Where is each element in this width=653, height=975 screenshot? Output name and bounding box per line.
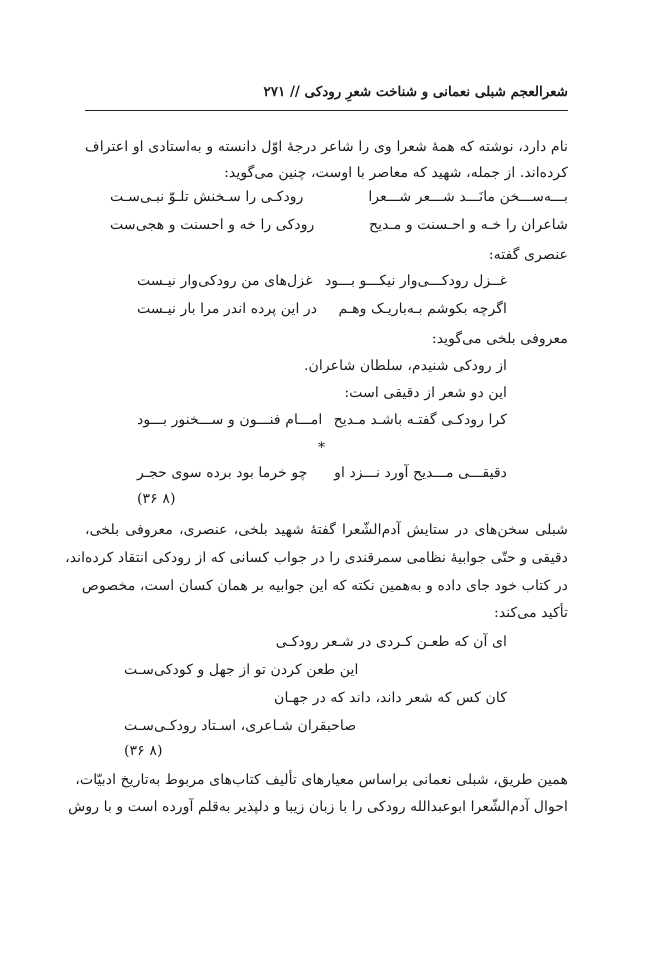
hemistich: غزل‌های من رودکی‌وار نیـست [137, 273, 313, 289]
separator-star: * [318, 440, 325, 456]
body-line: احوال آدم‌الشّعرا ابوعبدالله رودکی را با زبان زیبا و دلپذیر به‌قلم آورده است و با روش [68, 799, 568, 815]
body-line: در کتاب خود جای داده و به‌همین نکته که این جوابیه بر همان کسان است، مخصوص [81, 578, 568, 594]
poet-intro: عنصری گفته: [488, 247, 568, 263]
poet-intro: این دو شعر از دقیقی است: [344, 385, 507, 401]
hemistich: امـــام فنـــون و ســـخنور بـــود [137, 412, 323, 428]
hemistich: کرا رودکـی گفتـه باشـد مـدیح [333, 412, 507, 428]
poet-intro: معروفی بلخی می‌گوید: [431, 331, 568, 347]
hemistich: رودکـی را سـخنش تلـوّ نبـی‌سـت [110, 189, 304, 205]
hemistich: رودکی را خه و احسنت و هجی‌ست [110, 217, 315, 233]
running-header: شعرالعجم شبلی نعمانی و شناخت شعرِ رودکی // ۲۷۱ [263, 84, 568, 100]
citation: (۸ ۳۶) [137, 491, 176, 507]
poem-line: این طعن کردن تو از جهل و کودکی‌سـت [124, 662, 359, 678]
hemistich: دقیقـــی مـــدیح آورد نـــزد او [334, 465, 507, 481]
poem-line: صاحبقران شـاعری، اسـتاد رودکـی‌سـت [124, 718, 357, 734]
body-line: شبلی سخن‌های در ستایش آدم‌الشّعرا گفتهٔ شهید بلخی، عنصری، معروفی بلخی، [85, 522, 568, 538]
poem-line: کان کس که شعر داند، داند که در جهـان [274, 690, 507, 706]
poem-line: ای آن که طعـن کـردی در شـعر رودکـی [275, 634, 507, 650]
hemistich: چو خرما بود برده سوی حجـر [137, 465, 308, 481]
body-line: همین طریق، شبلی نعمانی براساس معیارهای تألیف کتاب‌های مربوط به‌تاریخ ادبیّات، [75, 772, 568, 788]
body-line: دقیقی و حتّی جوابیهٔ نظامی سمرقندی را در جواب کسانی که از رودکی انتقاد کرده‌اند، [65, 550, 568, 566]
hemistich: در این پرده اندر مرا بار نیـست [137, 301, 318, 317]
hemistich: بـــه‌ســـخن مانَـــد شـــعر شـــعرا [368, 189, 568, 205]
body-line: کرده‌اند. از جمله، شهید که معاصر با اوست، چنین می‌گوید: [224, 165, 568, 181]
hemistich: غــزل رودکـــی‌وار نیکـــو بـــود [324, 273, 507, 289]
hemistich: شاعران را خـه و احـسنت و مـدیح [369, 217, 568, 233]
citation: (۸ ۳۶) [124, 743, 163, 759]
header-rule [85, 110, 568, 111]
hemistich: اگرچه بکوشم بـه‌باریـک وهـم [338, 301, 507, 317]
quote-line: از رودکی شنیدم، سلطان شاعران. [303, 358, 507, 374]
body-line: تأکید می‌کند: [494, 605, 568, 621]
body-line: نام دارد، نوشته که همهٔ شعرا وی را شاعر درجهٔ اوّل دانسته و به‌استادی او اعتراف [85, 139, 568, 155]
